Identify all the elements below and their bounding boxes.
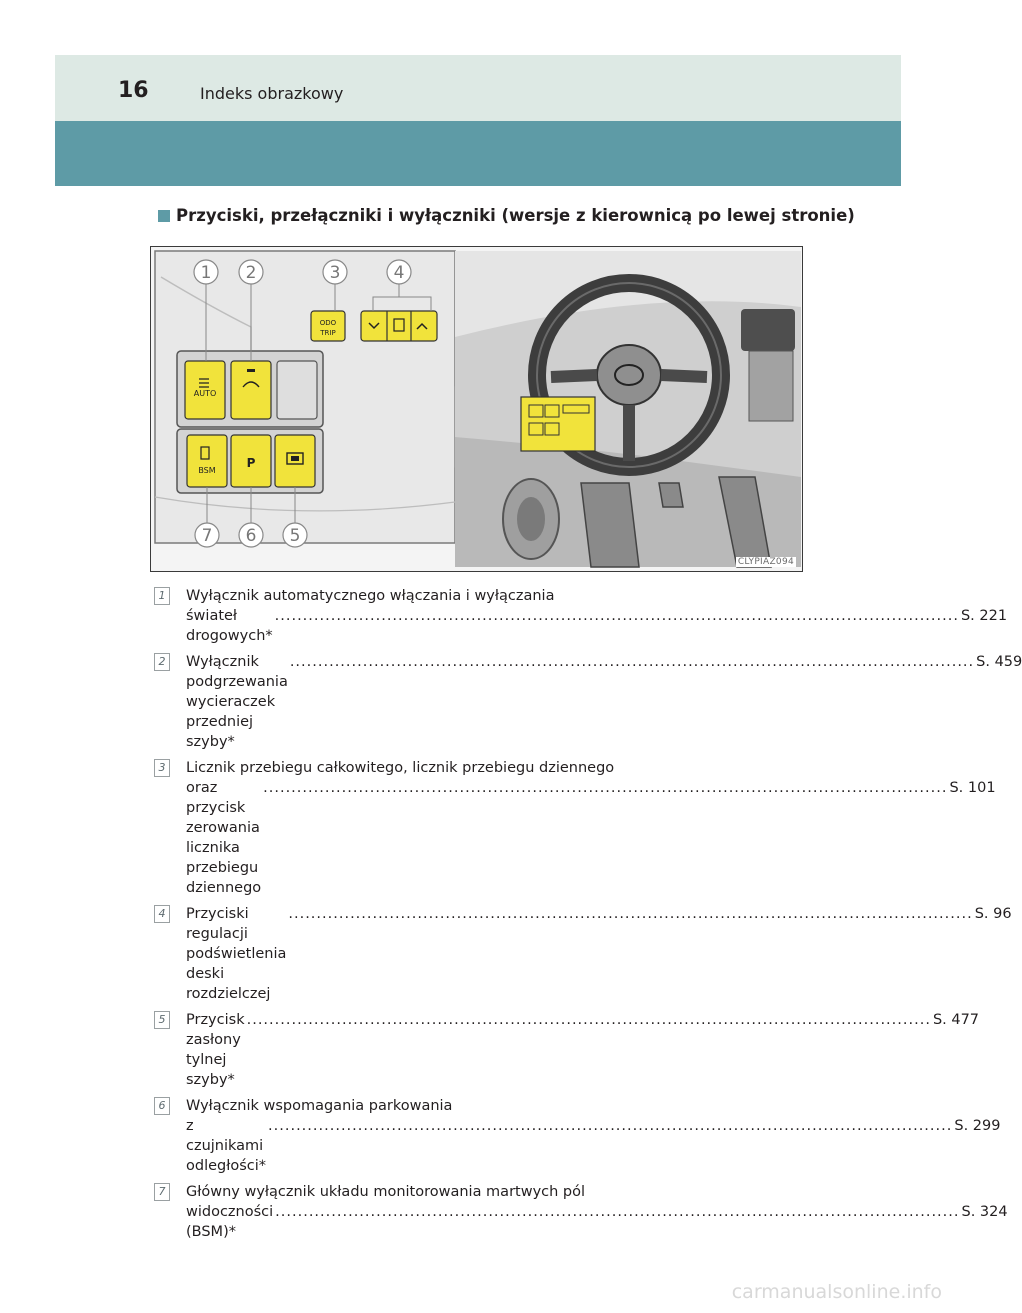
page-reference: S. 299 [954,1118,1001,1134]
odo-label: ODO [319,319,337,327]
page-reference: S. 101 [949,780,996,796]
item-text: widoczności (BSM)* [186,1204,274,1240]
square-bullet-icon [158,210,170,222]
watermark: carmanualsonline.info [731,1281,942,1303]
list-item: 5 Przycisk zasłony tylnej szyby* .......................................................................................................................... S. 477 [154,1010,774,1090]
page-reference: S. 96 [974,906,1012,922]
section-heading-text: Przyciski, przełączniki i wyłączniki (wersje z kierownicą po lewej stronie) [176,206,855,225]
item-text: z czujnikami odległości* [186,1118,267,1174]
page-reference: S. 459 [976,654,1022,670]
item-number: 1 [154,587,170,605]
svg-text:P: P [246,456,256,470]
item-text-line: Główny wyłącznik układu monitorowania martwych pól [186,1184,586,1200]
trip-label: TRIP [320,329,336,337]
page-reference: S. 221 [960,608,1008,624]
item-text: oraz przycisk zerowania licznika przebiegu dziennego [186,780,262,896]
item-text-line: Licznik przebiegu całkowitego, licznik przebiegu dziennego [186,760,615,776]
item-number: 7 [154,1183,170,1201]
page-number: 16 [118,78,149,103]
item-text: Przycisk zasłony tylnej szyby* [186,1012,245,1088]
list-item: 3 Licznik przebiegu całkowitego, licznik przebiegu dziennego oraz przycisk zerowania licznika przebiegu dziennego .......................................................................................................................... S. 101 [154,758,774,898]
callout-3: 3 [329,263,341,283]
auto-label: AUTO [193,389,217,398]
header-band-dark [55,121,901,186]
callout-5: 5 [289,526,301,546]
callout-2: 2 [245,263,257,283]
list-item: 4 Przyciski regulacji podświetlenia deski rozdzielczej .......................................................................................................................... S. 96 [154,904,774,1004]
section-heading [158,208,855,225]
callout-4: 4 [393,263,405,283]
item-text-line: Wyłącznik automatycznego włączania i wyłączania [186,588,555,604]
item-text: Wyłącznik podgrzewania wycieraczek przedniej szyby* [186,654,288,750]
item-list [154,586,1022,1248]
bsm-label: BSM [198,466,216,475]
item-number: 4 [154,905,170,923]
item-text: Przyciski regulacji podświetlenia deski rozdzielczej [186,906,287,1002]
dashboard-illustration-svg [151,247,802,571]
page-reference: S. 324 [961,1204,1008,1220]
item-text: świateł drogowych* [186,608,273,644]
header-band-light [55,55,901,121]
item-number: 6 [154,1097,170,1115]
item-text-line: Wyłącznik wspomagania parkowania [186,1098,453,1114]
list-item: 2 Wyłącznik podgrzewania wycieraczek przedniej szyby* .......................................................................................................................... S. 459 [154,652,774,752]
blank-switch [277,361,317,419]
figure-code: CLYPIAZ094 [737,557,794,567]
item-number: 5 [154,1011,170,1029]
callout-7: 7 [201,526,213,546]
dashboard-illustration [150,246,803,572]
item-number: 2 [154,653,170,671]
page-reference: S. 477 [932,1012,980,1028]
callout-6: 6 [245,526,257,546]
bsm-switch [187,435,227,487]
list-item: 6 Wyłącznik wspomagania parkowania z czujnikami odległości* .......................................................................................................................... S. 299 [154,1096,774,1176]
callout-1: 1 [200,263,212,283]
list-item: 7 Główny wyłącznik układu monitorowania martwych pól widoczności (BSM)* .......................................................................................................................... S. 324 [154,1182,774,1242]
running-title: Indeks obrazkowy [200,84,344,103]
list-item: 1 Wyłącznik automatycznego włączania i wyłączania świateł drogowych* .......................................................................................................................... S. 221 [154,586,774,646]
item-number: 3 [154,759,170,777]
